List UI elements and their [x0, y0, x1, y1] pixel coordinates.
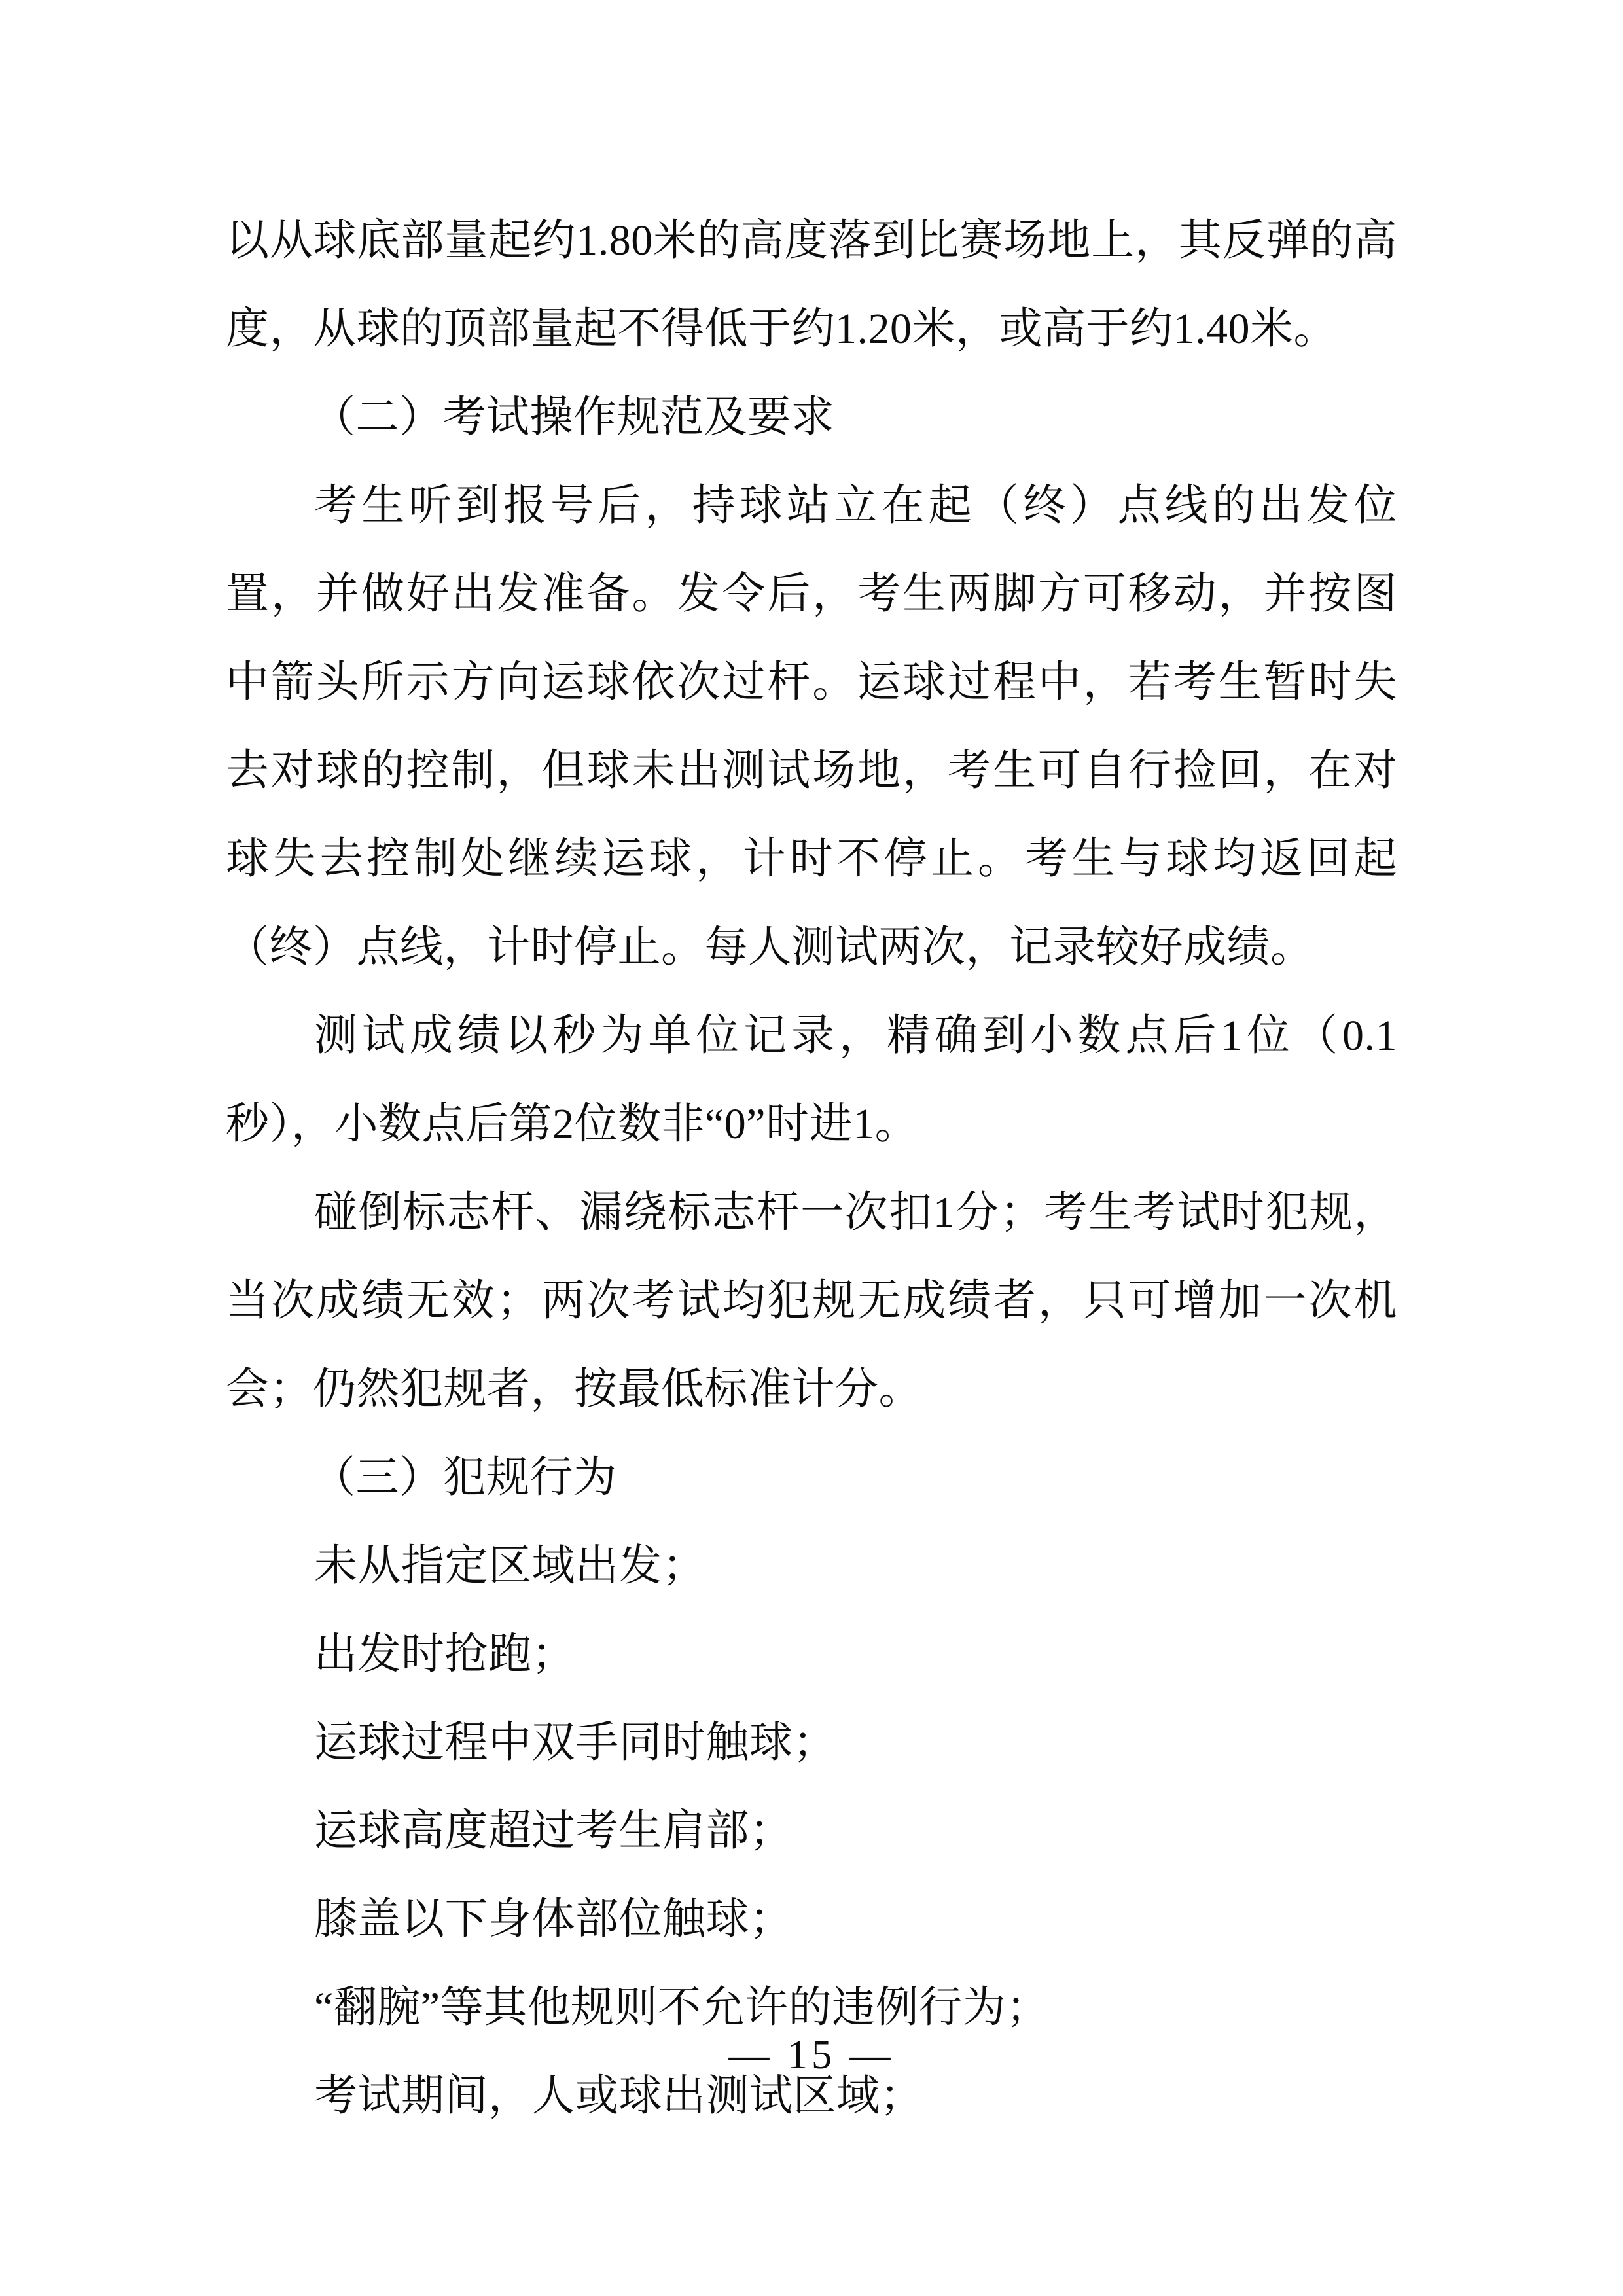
page-number: — 15 —: [728, 2033, 895, 2077]
list-item-foul-6: “翻腕”等其他规则不允许的违例行为；: [314, 1984, 1050, 2032]
paragraph-bounce-spec: 以从球底部量起约1.80米的高度落到比赛场地上，其反弹的高度，从球的顶部量起不得低于约1.20米，或高于约1.40米。: [226, 217, 1397, 353]
list-item-foul-4: 运球高度超过考生肩部；: [314, 1807, 793, 1855]
paragraph-timing-precision: 测试成绩以秒为单位记录，精确到小数点后1位（0.1秒），小数点后第2位数非“0”时进1。: [226, 1012, 1397, 1148]
list-item-foul-1: 未从指定区域出发；: [314, 1542, 706, 1590]
list-item-foul-3: 运球过程中双手同时触球；: [314, 1719, 836, 1767]
list-item-foul-5: 膝盖以下身体部位触球；: [314, 1895, 793, 1943]
section-heading-two: （二）考试操作规范及要求: [312, 393, 834, 441]
paragraph-procedure: 考生听到报号后，持球站立在起（终）点线的出发位置，并做好出发准备。发令后，考生两脚方可移动，并按图中箭头所示方向运球依次过杆。运球过程中，若考生暂时失去对球的控制，但球未出测试场地，考生可自行捡回，在对球失去控制处继续运球，计时不停止。考生与球均返回起（终）点线，计时停止。每人测试两次，记录较好成绩。: [226, 482, 1397, 971]
paragraph-penalty: 碰倒标志杆、漏绕标志杆一次扣1分；考生考试时犯规，当次成绩无效；两次考试均犯规无成绩者，只可增加一次机会；仍然犯规者，按最低标准计分。: [226, 1189, 1397, 1413]
list-item-foul-7: 考试期间，人或球出测试区域；: [314, 2072, 923, 2120]
list-item-foul-2: 出发时抢跑；: [314, 1630, 575, 1678]
page-body: [226, 196, 1397, 2140]
section-heading-three: （三）犯规行为: [312, 1454, 617, 1501]
